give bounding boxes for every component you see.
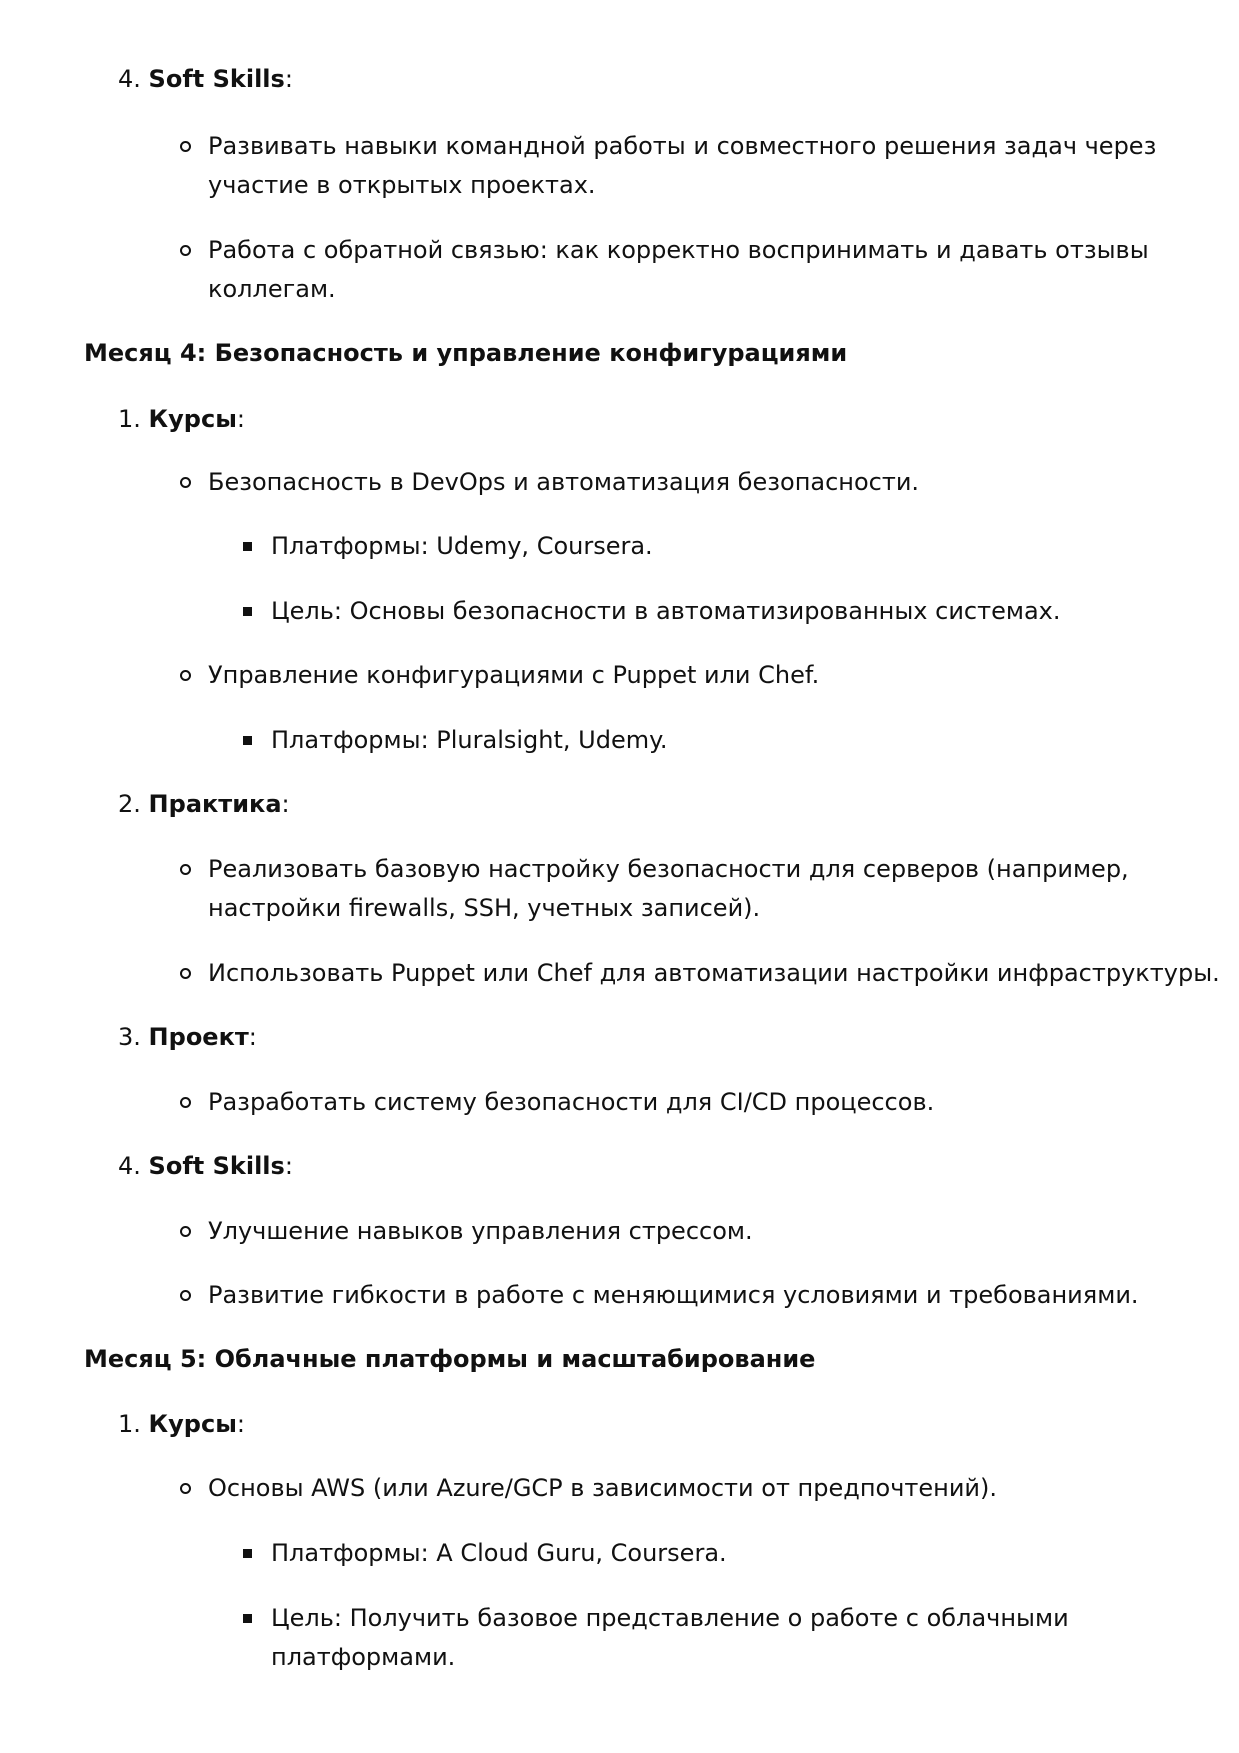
numbered-item-courses <box>118 1405 245 1444</box>
item-suffix: : <box>236 405 246 433</box>
item-number: 1. <box>118 405 141 433</box>
bullet-item: Развивать навыки командной работы и совместного решения задач через <box>208 127 1156 166</box>
item-number: 4. <box>118 65 141 93</box>
bullet-item: Использовать Puppet или Chef для автоматизации настройки инфраструктуры. <box>208 954 1220 993</box>
sub-bullet-item: Платформы: A Cloud Guru, Coursera. <box>271 1534 727 1573</box>
item-title: Практика <box>148 790 282 818</box>
item-number: 1. <box>118 1410 141 1438</box>
sub-bullet-item-continuation: платформами. <box>271 1643 456 1671</box>
numbered-item-project <box>118 1018 257 1057</box>
item-title: Курсы <box>148 1410 237 1438</box>
item-number: 4. <box>118 1152 141 1180</box>
numbered-item-soft-skills <box>118 1147 293 1186</box>
sub-bullet-item: Цель: Основы безопасности в автоматизированных системах. <box>271 592 1061 631</box>
numbered-item-practice <box>118 785 290 824</box>
bullet-item-continuation: участие в открытых проектах. <box>208 171 596 199</box>
sub-bullet-item: Цель: Получить базовое представление о работе с облачными <box>271 1599 1069 1638</box>
item-title: Курсы <box>148 405 237 433</box>
item-number: 2. <box>118 790 141 818</box>
bullet-item: Безопасность в DevOps и автоматизация безопасности. <box>208 463 919 502</box>
numbered-item-courses <box>118 400 245 439</box>
item-suffix: : <box>284 1152 293 1180</box>
item-suffix: : <box>284 65 293 93</box>
bullet-item-continuation: коллегам. <box>208 275 336 303</box>
item-suffix: : <box>248 1023 257 1051</box>
sub-bullet-item: Платформы: Udemy, Coursera. <box>271 527 653 566</box>
item-title: Soft Skills <box>148 65 285 93</box>
bullet-item: Основы AWS (или Azure/GCP в зависимости от предпочтений). <box>208 1469 997 1508</box>
item-title: Проект <box>148 1023 249 1051</box>
numbered-item-soft-skills <box>118 60 293 99</box>
item-number: 3. <box>118 1023 141 1051</box>
sub-bullet-item: Платформы: Pluralsight, Udemy. <box>271 721 668 760</box>
bullet-item: Развитие гибкости в работе с меняющимися условиями и требованиями. <box>208 1276 1139 1315</box>
bullet-item: Управление конфигурациями с Puppet или Chef. <box>208 656 819 695</box>
bullet-item: Реализовать базовую настройку безопасности для серверов (например, <box>208 850 1129 889</box>
bullet-item: Работа с обратной связью: как корректно воспринимать и давать отзывы <box>208 231 1149 270</box>
bullet-item-continuation: настройки firewalls, SSH, учетных записей). <box>208 894 761 922</box>
item-title: Soft Skills <box>148 1152 285 1180</box>
section-heading-month-5: Месяц 5: Облачные платформы и масштабирование <box>84 1345 816 1373</box>
bullet-item: Улучшение навыков управления стрессом. <box>208 1212 753 1251</box>
item-suffix: : <box>281 790 290 818</box>
item-suffix: : <box>236 1410 246 1438</box>
section-heading-month-4: Месяц 4: Безопасность и управление конфигурациями <box>84 339 848 367</box>
bullet-item: Разработать систему безопасности для CI/CD процессов. <box>208 1083 934 1122</box>
